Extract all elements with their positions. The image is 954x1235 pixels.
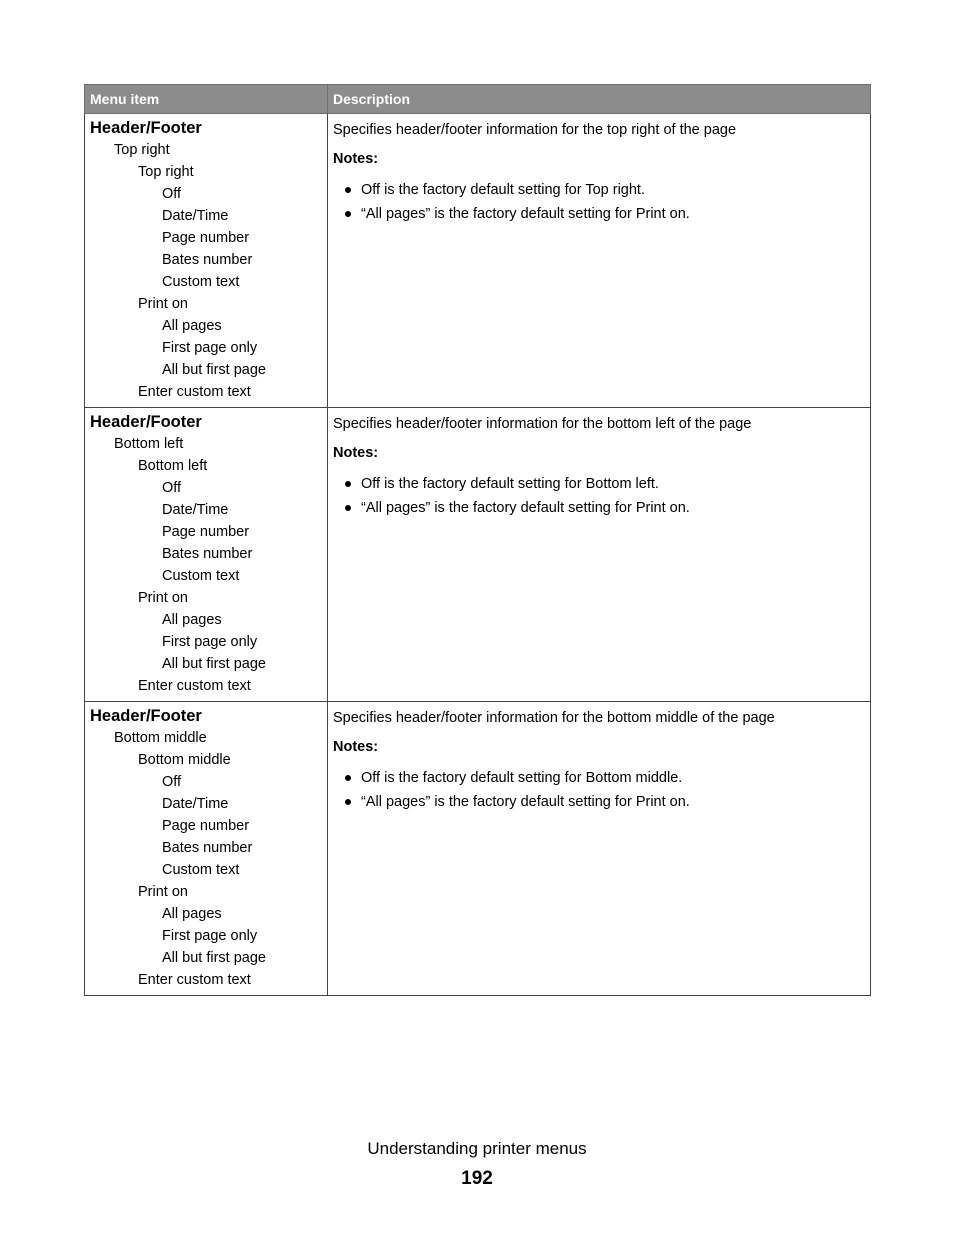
bullet-icon [345,481,351,487]
column-header-description: Description [328,85,871,114]
menu-item-option: Custom text [162,274,240,290]
menu-item-option: Custom text [162,568,240,584]
menu-item-option: Date/Time [162,208,229,224]
menu-item-option: First page only [162,928,258,944]
notes-label: Notes: [333,739,379,755]
page-number: 192 [461,1168,493,1189]
menu-item-title: Header/Footer [90,413,202,431]
note-item [333,202,865,226]
menu-item-option: Off [162,186,182,202]
menu-item-option: Enter custom text [138,384,251,400]
description-text: Specifies header/footer information for the top right of the page [333,122,737,138]
notes-label: Notes: [333,151,379,167]
menu-item-option: Custom text [162,862,240,878]
menu-item-cell [85,114,328,408]
footer-chapter-title: Understanding printer menus [367,1139,587,1158]
note-text: Off is the factory default setting for Bottom left. [361,476,659,492]
menu-item-option: Print on [138,590,188,606]
menu-item-option: Print on [138,884,188,900]
table-row [85,408,871,702]
description-cell [328,702,871,996]
description-cell [328,408,871,702]
description-text: Specifies header/footer information for the bottom left of the page [333,416,752,432]
menu-item-option: Bottom left [138,458,208,474]
notes-label: Notes: [333,445,379,461]
bullet-icon [345,799,351,805]
menu-item-option: Off [162,480,182,496]
note-item [333,178,865,202]
bullet-icon [345,211,351,217]
menu-item-cell [85,702,328,996]
menu-item-option: Bottom middle [138,752,231,768]
table-header-row [85,85,871,114]
menu-item-option: Date/Time [162,502,229,518]
menu-item-option: First page only [162,634,258,650]
menu-item-option: Bates number [162,840,253,856]
description-cell [328,114,871,408]
table-row [85,702,871,996]
note-text: “All pages” is the factory default setting for Print on. [361,206,690,222]
menu-item-cell [85,408,328,702]
menu-item-option: All pages [162,318,222,334]
note-text: “All pages” is the factory default setting for Print on. [361,500,690,516]
note-text: “All pages” is the factory default setting for Print on. [361,794,690,810]
menu-table [84,84,871,996]
menu-item-option: Enter custom text [138,678,251,694]
description-text: Specifies header/footer information for the bottom middle of the page [333,710,775,726]
menu-item-option: First page only [162,340,258,356]
menu-item-option: All but first page [162,362,266,378]
menu-item-option: Bottom middle [114,730,207,746]
menu-item-option: Top right [138,164,194,180]
menu-item-option: Page number [162,524,250,540]
table-row [85,114,871,408]
menu-item-option: Off [162,774,182,790]
menu-item-title: Header/Footer [90,119,202,137]
menu-item-option: Date/Time [162,796,229,812]
note-item [333,496,865,520]
menu-item-option: Enter custom text [138,972,251,988]
bullet-icon [345,775,351,781]
bullet-icon [345,505,351,511]
menu-item-option: All but first page [162,950,266,966]
bullet-icon [345,187,351,193]
menu-item-option: Page number [162,818,250,834]
menu-item-option: Bottom left [114,436,184,452]
menu-item-option: All but first page [162,656,266,672]
note-text: Off is the factory default setting for Top right. [361,182,645,198]
notes-list [333,766,865,814]
menu-item-option: All pages [162,612,222,628]
menu-item-title: Header/Footer [90,707,202,725]
note-item [333,766,865,790]
menu-item-option: Bates number [162,546,253,562]
column-header-menu-item: Menu item [85,85,328,114]
menu-item-option: Bates number [162,252,253,268]
note-item [333,790,865,814]
notes-list [333,178,865,226]
menu-item-option: Page number [162,230,250,246]
note-item [333,472,865,496]
menu-item-option: Top right [114,142,170,158]
menu-item-option: Print on [138,296,188,312]
notes-list [333,472,865,520]
note-text: Off is the factory default setting for Bottom middle. [361,770,683,786]
menu-item-option: All pages [162,906,222,922]
